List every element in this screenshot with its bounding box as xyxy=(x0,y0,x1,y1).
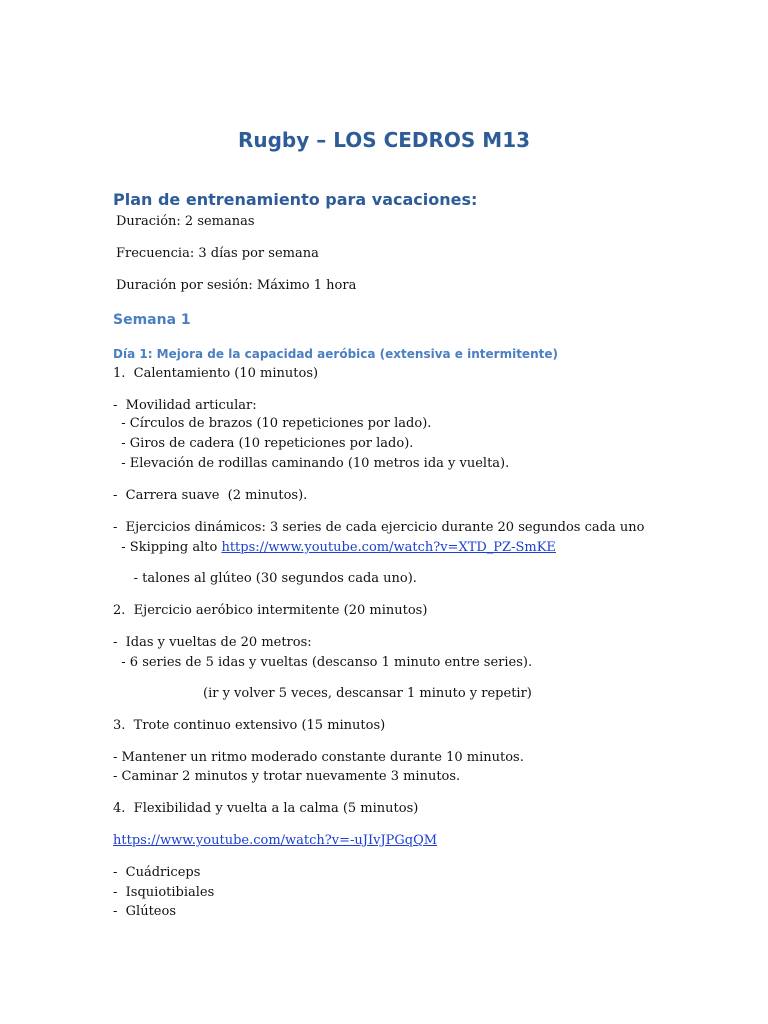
series-note: (ir y volver 5 veces, descansar 1 minuto y repetir) xyxy=(203,686,532,701)
section-1-title: 1. Calentamiento (10 minutos) xyxy=(113,366,319,381)
movilidad-text: - Movilidad articular: xyxy=(113,398,257,413)
plan-heading: Plan de entrenamiento para vacaciones: xyxy=(113,190,478,209)
list-item: - Giros de cadera (10 repeticiones por lado). xyxy=(113,436,414,451)
flexibilidad-video-link[interactable]: https://www.youtube.com/watch?v=-uJIvJPGqQM xyxy=(113,833,438,848)
dia-heading: Día 1: Mejora de la capacidad aeróbica (extensiva e intermitente) xyxy=(113,347,558,361)
list-item: - Caminar 2 minutos y trotar nuevamente 3 minutos. xyxy=(113,769,461,784)
list-item: - Glúteos xyxy=(113,904,176,919)
list-item: - Mantener un ritmo moderado constante durante 10 minutos. xyxy=(113,750,524,765)
section-2-title: 2. Ejercicio aeróbico intermitente (20 minutos) xyxy=(113,603,428,618)
dinamicos-text: - Ejercicios dinámicos: 3 series de cada ejercicio durante 20 segundos cada uno xyxy=(113,520,645,535)
skipping-line xyxy=(113,540,556,556)
semana-heading: Semana 1 xyxy=(113,312,191,328)
skipping-label: - Skipping alto xyxy=(113,540,222,555)
idas-text: - Idas y vueltas de 20 metros: xyxy=(113,635,312,650)
list-item: - Círculos de brazos (10 repeticiones por lado). xyxy=(113,416,432,431)
section-3-title: 3. Trote continuo extensivo (15 minutos) xyxy=(113,718,386,733)
duracion-sesion-text: Duración por sesión: Máximo 1 hora xyxy=(116,278,357,293)
list-item: - Isquiotibiales xyxy=(113,885,215,900)
list-item: - Cuádriceps xyxy=(113,865,201,880)
frecuencia-text: Frecuencia: 3 días por semana xyxy=(116,246,319,261)
duracion-text: Duración: 2 semanas xyxy=(116,214,255,229)
talones-text: - talones al glúteo (30 segundos cada uno). xyxy=(113,571,417,586)
carrera-text: - Carrera suave (2 minutos). xyxy=(113,488,308,503)
page-title: Rugby – LOS CEDROS M13 xyxy=(237,128,531,152)
skipping-video-link[interactable]: https://www.youtube.com/watch?v=XTD_PZ-SmKE xyxy=(221,540,556,555)
series-text: - 6 series de 5 idas y vueltas (descanso 1 minuto entre series). xyxy=(113,655,533,670)
flexibilidad-link-line xyxy=(113,833,437,849)
list-item: - Elevación de rodillas caminando (10 metros ida y vuelta). xyxy=(113,456,510,471)
section-4-title: 4. Flexibilidad y vuelta a la calma (5 minutos) xyxy=(113,801,419,816)
